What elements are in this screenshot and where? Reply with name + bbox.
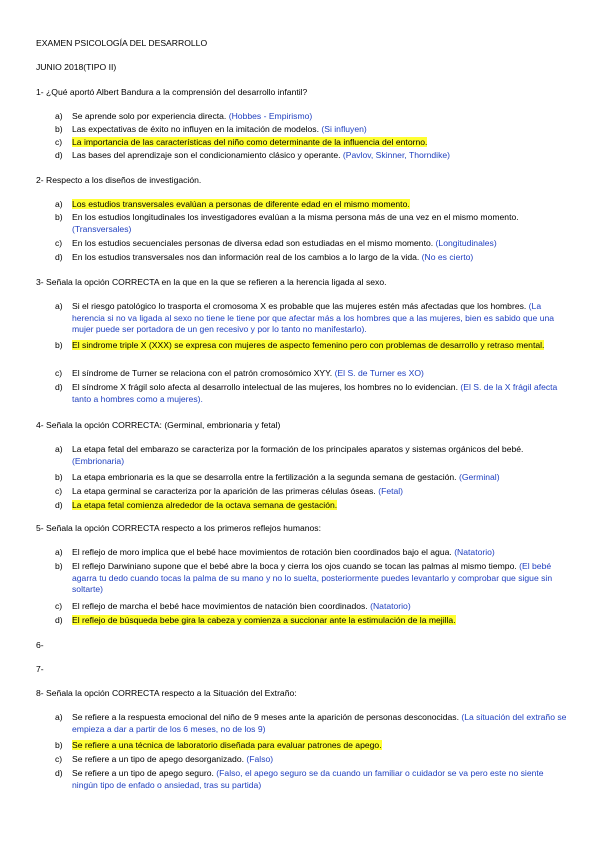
- option-text: La etapa fetal del embarazo se caracteriza por la formación de los principales aparatos y sistemas orgánicos del bebé.: [72, 444, 524, 454]
- option-text: Se aprende solo por experiencia directa.: [72, 111, 227, 121]
- question-5-option-c: [55, 601, 567, 613]
- option-text: En los estudios secuenciales personas de diversa edad son estudiadas en el mismo momento.: [72, 238, 434, 248]
- option-label: c): [55, 368, 63, 378]
- option-label: a): [55, 199, 63, 209]
- question-8-option-d: [55, 768, 567, 791]
- question-4-option-c: [55, 486, 567, 498]
- question-8-option-a: [55, 712, 567, 735]
- question-4-option-b: [55, 472, 567, 484]
- option-text: El reflejo Darwiniano supone que el bebé abre la boca y cierra los ojos cuando se tocan las palmas al mismo tiempo.: [72, 561, 517, 571]
- question-5-option-b: [55, 561, 567, 596]
- option-label: d): [55, 615, 63, 625]
- option-text: Se refiere a un tipo de apego desorganizado.: [72, 754, 245, 764]
- option-label: c): [55, 238, 63, 248]
- option-note: (Hobbes - Empirismo): [228, 111, 313, 121]
- option-note: (Si influyen): [321, 124, 367, 134]
- question-8-text: 8- Señala la opción CORRECTA respecto a la Situación del Extraño:: [36, 688, 297, 698]
- option-label: a): [55, 712, 63, 722]
- option-text-highlighted: El sindrome triple X (XXX) se expresa con mujeres de aspecto femenino pero con problemas de desarrollo y retraso mental.: [72, 340, 545, 350]
- question-1-text: 1- ¿Qué aportó Albert Bandura a la comprensión del desarrollo infantil?: [36, 87, 308, 97]
- question-1-option-c: [55, 137, 567, 149]
- option-note: (Transversales): [72, 223, 132, 234]
- option-note: (El S. de la X frágil afecta tanto a hombres como a mujeres).: [72, 382, 558, 404]
- option-text-highlighted: Se refiere a una técnica de laboratorio diseñada para evaluar patrones de apego.: [72, 740, 382, 750]
- option-label: c): [55, 754, 63, 764]
- question-1-option-b: [55, 124, 567, 136]
- option-note: (Falso, el apego seguro se da cuando un familiar o cuidador se va pero este no siente ningún tipo de enfado o ansiedad, tras su partida): [72, 768, 544, 790]
- option-text: Las expectativas de éxito no influyen en la imitación de modelos.: [72, 124, 319, 134]
- option-note: (Pavlov, Skinner, Thorndike): [342, 150, 451, 160]
- question-4-option-a: [55, 444, 567, 467]
- option-text-highlighted: La importancia de las características del niño como determinante de la influencia del entorno.: [72, 137, 428, 147]
- question-2-option-b: [55, 212, 567, 235]
- option-text: Se refiere a un tipo de apego seguro.: [72, 768, 214, 778]
- option-text: El síndrome de Turner se relaciona con el patrón cromosómico XYY.: [72, 368, 333, 378]
- option-label: b): [55, 561, 63, 571]
- option-label: d): [55, 768, 63, 778]
- option-note: (Embrionaria): [72, 455, 125, 466]
- question-5-text: 5- Señala la opción CORRECTA respecto a los primeros reflejos humanos:: [36, 523, 321, 533]
- question-3-option-d: [55, 382, 567, 405]
- option-text: Las bases del aprendizaje son el condicionamiento clásico y operante.: [72, 150, 341, 160]
- option-label: b): [55, 472, 63, 482]
- question-5-option-a: [55, 547, 567, 559]
- option-text: La etapa germinal se caracteriza por la aparición de las primeras células óseas.: [72, 486, 376, 496]
- option-label: d): [55, 252, 63, 262]
- option-label: d): [55, 500, 63, 510]
- option-note: (El bebé agarra tu dedo cuando tocas la palma de su mano y no lo suelta, posteriormente puedes levantarlo y comprobar que sigue sin soltarte): [72, 561, 553, 594]
- option-label: b): [55, 740, 63, 750]
- option-note: (Natatorio): [454, 547, 495, 557]
- option-text: En los estudios longitudinales los investigadores evalúan a la misma persona más de una vez en el mismo momento.: [72, 212, 519, 222]
- option-label: c): [55, 601, 63, 611]
- option-note: (No es cierto): [421, 252, 474, 262]
- question-5-option-d: [55, 615, 567, 627]
- question-2-text: 2- Respecto a los diseños de investigación.: [36, 175, 202, 185]
- question-2-option-a: [55, 199, 567, 211]
- question-3-option-c: [55, 368, 567, 380]
- option-note: (La herencia si no va ligada al sexo no tiene le tiene por que afectar más a los hombres que a las mujeres, bien es sabido que una mujer puede ser portadora de un gen recesivo y por lo tanto no manifestarlo).: [72, 301, 555, 334]
- option-text-highlighted: La etapa fetal comienza alrededor de la octava semana de gestación.: [72, 500, 338, 510]
- question-3-option-a: [55, 301, 567, 336]
- question-1-option-a: [55, 111, 567, 123]
- question-6-text: 6-: [36, 640, 44, 650]
- option-note: (Germinal): [458, 472, 500, 482]
- option-label: c): [55, 486, 63, 496]
- question-3-text: 3- Señala la opción CORRECTA en la que en la que se refieren a la herencia ligada al sexo.: [36, 277, 387, 287]
- option-text-highlighted: El reflejo de búsqueda bebe gira la cabeza y comienza a succionar ante la estimulación de la mejilla.: [72, 615, 456, 625]
- option-label: b): [55, 212, 63, 222]
- option-label: b): [55, 124, 63, 134]
- question-8-option-c: [55, 754, 567, 766]
- question-4-text: 4- Señala la opción CORRECTA: (Germinal, embrionaria y fetal): [36, 420, 281, 430]
- option-note: (El S. de Turner es XO): [334, 368, 424, 378]
- option-note: (Falso): [246, 754, 274, 764]
- option-label: d): [55, 382, 63, 392]
- option-text: Si el riesgo patológico lo trasporta el cromosoma X es probable que las mujeres estén más afectadas que los hombres.: [72, 301, 527, 311]
- option-label: c): [55, 137, 63, 147]
- option-label: a): [55, 547, 63, 557]
- option-note: (Longitudinales): [435, 238, 497, 248]
- question-2-option-d: [55, 252, 567, 264]
- option-note: (Fetal): [378, 486, 404, 496]
- question-8-option-b: [55, 740, 567, 752]
- option-text: La etapa embrionaria es la que se desarrolla entre la fertilización a la segunda semana de gestación.: [72, 472, 457, 482]
- document-subtitle: JUNIO 2018(TIPO II): [36, 62, 117, 72]
- option-text: Se refiere a la respuesta emocional del niño de 9 meses ante la aparición de personas desconocidas.: [72, 712, 459, 722]
- option-label: a): [55, 444, 63, 454]
- option-text-highlighted: Los estudios transversales evalúan a personas de diferente edad en el mismo momento.: [72, 199, 410, 209]
- option-label: b): [55, 340, 63, 350]
- question-7-text: 7-: [36, 664, 44, 674]
- option-text: El reflejo de marcha el bebé hace movimientos de natación bien coordinados.: [72, 601, 368, 611]
- option-label: a): [55, 111, 63, 121]
- question-2-option-c: [55, 238, 567, 250]
- question-1-option-d: [55, 150, 567, 162]
- option-note: (La situación del extraño se empieza a dar a partir de los 6 meses, no de los 9): [72, 712, 567, 734]
- option-text: En los estudios transversales nos dan información real de los cambios a lo largo de la vida.: [72, 252, 420, 262]
- option-text: El síndrome X frágil solo afecta al desarrollo intelectual de las mujeres, los hombres no lo evidencian.: [72, 382, 458, 392]
- option-label: a): [55, 301, 63, 311]
- option-label: d): [55, 150, 63, 160]
- question-4-option-d: [55, 500, 567, 512]
- option-text: El reflejo de moro implica que el bebé hace movimientos de rotación bien coordinados bajo el agua.: [72, 547, 452, 557]
- document-title: EXAMEN PSICOLOGÍA DEL DESARROLLO: [36, 38, 208, 48]
- option-note: (Natatorio): [370, 601, 411, 611]
- question-3-option-b: [55, 340, 567, 352]
